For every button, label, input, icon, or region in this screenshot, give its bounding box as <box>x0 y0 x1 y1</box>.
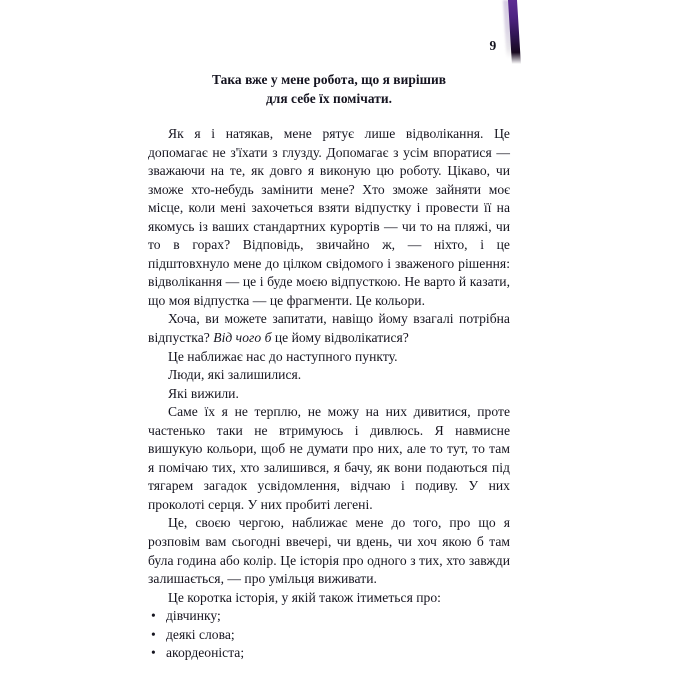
bullet-point-icon: • <box>151 645 156 661</box>
bullet-list <box>148 607 510 663</box>
paragraph-text-segment: Хоча, ви можете запитати, навіщо йому взагалі потрібна відпустка? <box>148 311 510 346</box>
list-item-label: деякі слова; <box>166 626 235 642</box>
list-item-label: акордеоніста; <box>166 645 245 661</box>
paragraph-text-segment: це йому відволікатися? <box>271 330 409 346</box>
list-item <box>148 626 510 645</box>
paragraph: Як я і натякав, мене рятує лише відволікання. Це допомагає не з'їхати з глузду. Допомагає з усім впоратися — зважаючи на те, як довго я виконую цю роботу. Цікаво, чи зможе хто-небудь замінити мене? Хто зможе зайняти моє місце, коли мені захочеться взяти відпустку і провести її на якомусь із ваших стандартних курортів — чи то на пляжі, чи то в горах? Відповідь, звичайно ж, — ніхто, і це підштовхнуло мене до цілком свідомого і зваженого рішення: відволікання — це і буде моєю відпусткою. Не варто й казати, що моя відпустка — це фрагменти. Це кольори. <box>148 126 510 308</box>
paragraph: Це коротка історія, у якій також ітиметься про: <box>168 589 441 605</box>
page-heading-line-2: для себе їх помічати. <box>265 91 393 106</box>
paragraph <box>148 310 510 347</box>
paragraph: Саме їх я не терплю, не можу на них дивитися, проте частенько таки не втримуюсь і дивлюсь. Я навмисне вишукую кольори, щоб не думати про них, але то тут, то там я помічаю тих, хто залишився, я бачу, як вони подаються під тягарем загадок усвідомлення, відчаю і подиву. У них проколоті серця. У них пробиті легені. <box>148 404 510 512</box>
bullet-point-icon: • <box>151 626 156 642</box>
italic-emphasis: Від чого б <box>213 330 272 346</box>
list-item <box>148 607 510 626</box>
list-item <box>148 644 510 663</box>
page-number: 9 <box>489 38 497 53</box>
page-heading <box>148 70 510 108</box>
paragraph: Люди, які залишилися. <box>168 367 302 383</box>
paragraph: Це наближає нас до наступного пункту. <box>168 348 398 364</box>
bullet-point-icon: • <box>151 608 156 624</box>
text-column <box>148 70 510 663</box>
list-item-label: дівчинку; <box>166 608 221 624</box>
paragraph: Які вижили. <box>168 385 239 401</box>
paragraph: Це, своєю чергою, наближає мене до того, про що я розповім вам сьогодні ввечері, чи вдень, чи хоч якою б там була година або колір. Це історія про одного з тих, хто завжди залишається, — про умільця виживати. <box>148 515 510 587</box>
page-heading-line-1: Така вже у мене робота, що я вирішив <box>211 72 447 87</box>
